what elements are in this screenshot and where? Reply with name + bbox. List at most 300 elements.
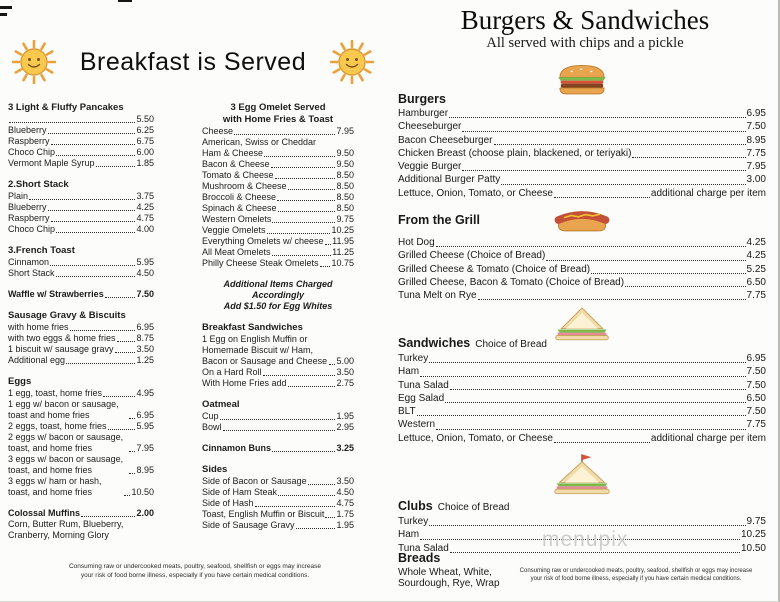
dotted-leader xyxy=(278,211,336,212)
burger-icon xyxy=(554,62,610,99)
menu-item xyxy=(398,263,766,276)
section-subheading: Choice of Bread xyxy=(475,339,547,350)
item-price: 4.00 xyxy=(136,224,154,234)
dotted-leader xyxy=(124,495,130,496)
dotted-leader xyxy=(255,506,336,507)
menu-item xyxy=(202,258,354,269)
dotted-leader xyxy=(277,200,335,201)
item-name: Cinnamon xyxy=(8,257,50,267)
menu-item xyxy=(202,498,354,509)
menu-item xyxy=(202,378,354,389)
item-price: 11.25 xyxy=(332,247,354,257)
menu-item xyxy=(8,191,154,202)
item-price: 10.50 xyxy=(740,542,766,554)
item-name: Cup xyxy=(202,411,219,421)
item-name: Additional egg xyxy=(8,355,66,365)
dotted-leader xyxy=(436,429,745,430)
menu-item xyxy=(398,392,766,405)
dotted-leader xyxy=(449,117,746,118)
item-price: 3.50 xyxy=(336,476,354,486)
item-price: 6.50 xyxy=(746,276,766,288)
dotted-leader xyxy=(462,170,745,171)
item-price: 6.25 xyxy=(136,125,154,135)
item-name: Colossal Muffins xyxy=(8,508,81,518)
item-name: Tuna Melt on Rye xyxy=(398,290,477,302)
item-price: 2.95 xyxy=(336,422,354,432)
section-heading-text: Breads xyxy=(398,551,441,565)
dotted-leader xyxy=(70,330,136,331)
item-price: 8.75 xyxy=(136,333,154,343)
dotted-leader xyxy=(625,286,745,287)
menu-section-burgers xyxy=(398,62,766,200)
dotted-leader xyxy=(271,167,336,168)
menu-item xyxy=(398,107,766,120)
menu-item xyxy=(398,134,766,147)
section-heading xyxy=(202,464,354,476)
item-price: 3.75 xyxy=(136,191,154,201)
item-name: Egg Salad xyxy=(398,392,445,404)
section-heading-text: Sausage Gravy & Biscuits xyxy=(8,310,126,321)
dotted-leader xyxy=(81,516,135,517)
item-price: 6.95 xyxy=(136,322,154,332)
section-heading-text: Burgers xyxy=(398,92,446,106)
menu-item xyxy=(398,173,766,186)
left-page-footer xyxy=(14,563,376,580)
dotted-leader xyxy=(420,376,745,377)
dotted-leader xyxy=(429,525,745,526)
dotted-leader xyxy=(325,244,332,245)
section-heading: with Home Fries & Toast xyxy=(222,114,334,125)
menu-item xyxy=(8,432,154,454)
dotted-leader xyxy=(308,484,336,485)
item-price: 5.00 xyxy=(336,356,354,366)
menu-item xyxy=(202,192,354,203)
menu-item xyxy=(202,170,354,181)
dotted-leader xyxy=(267,233,331,234)
section-heading xyxy=(398,499,766,515)
section-heading xyxy=(202,322,354,334)
item-name: Cinnamon Buns xyxy=(202,443,271,453)
item-name: 3 eggs w/ bacon or sausage, toast, and home fries xyxy=(8,454,124,475)
item-price: 8.50 xyxy=(336,192,354,202)
item-name: Ham xyxy=(398,366,420,378)
section-heading-text: From the Grill xyxy=(398,213,480,227)
dotted-leader xyxy=(129,418,135,419)
item-price: 4.75 xyxy=(336,498,354,508)
dotted-leader xyxy=(632,157,745,158)
menu-item xyxy=(202,148,354,159)
dotted-leader xyxy=(272,222,335,223)
item-price: 10.25 xyxy=(331,225,354,235)
watermark: menupix xyxy=(542,528,629,551)
menu-item xyxy=(202,334,354,367)
section-note: Whole Wheat, White, xyxy=(398,567,492,578)
section-heading-text: Breakfast Sandwiches xyxy=(202,322,303,333)
item-name: Veggie Burger xyxy=(398,161,462,173)
item-name: Vermont Maple Syrup xyxy=(8,158,95,168)
dotted-leader xyxy=(129,451,135,452)
dotted-leader xyxy=(29,199,135,200)
dotted-leader xyxy=(420,539,740,540)
item-price: 6.75 xyxy=(136,136,154,146)
item-price: 7.50 xyxy=(136,289,154,299)
menu-item xyxy=(398,187,766,200)
footer-line: your risk of food borne illness, especially if you have certain medical conditions. xyxy=(80,571,310,579)
item-name: 1 biscuit w/ sausage gravy xyxy=(8,344,114,354)
item-price: 2.75 xyxy=(336,378,354,388)
item-price: 4.25 xyxy=(746,250,766,262)
item-price: 10.75 xyxy=(331,258,354,268)
menu-item xyxy=(8,136,154,147)
item-name: 2 eggs w/ bacon or sausage, toast, and home fries xyxy=(8,432,124,453)
item-price: 8.95 xyxy=(746,134,766,146)
menu-section-omelet-note xyxy=(202,279,354,312)
menu-item xyxy=(202,225,354,236)
item-name: Veggie Omelets xyxy=(202,225,266,235)
item-price: 4.50 xyxy=(336,487,354,497)
item-price: 1.95 xyxy=(336,520,354,530)
menu-item xyxy=(398,515,766,528)
menu-item xyxy=(398,276,766,289)
menu-item xyxy=(8,147,154,158)
dotted-leader xyxy=(445,402,745,403)
item-price: 9.75 xyxy=(336,214,354,224)
menu-item xyxy=(8,508,154,519)
item-name: Broccoli & Cheese xyxy=(202,192,277,202)
menu-section-cinnamon-buns xyxy=(202,443,354,454)
menu-item xyxy=(8,322,154,333)
section-heading xyxy=(8,310,154,322)
dotted-leader xyxy=(272,451,335,452)
item-price: 6.50 xyxy=(746,392,766,404)
item-price: 4.25 xyxy=(136,202,154,212)
dotted-leader xyxy=(325,517,335,518)
item-price: 1.85 xyxy=(136,158,154,168)
menu-item xyxy=(202,203,354,214)
item-name: Side of Hash xyxy=(202,498,254,508)
menu-item xyxy=(8,114,154,125)
item-price: 9.50 xyxy=(336,148,354,158)
dotted-leader xyxy=(115,352,136,353)
section-heading xyxy=(202,399,354,411)
dotted-leader xyxy=(288,386,336,387)
dotted-leader xyxy=(48,133,136,134)
item-name: 1 egg w/ bacon or sausage, toast and home fries xyxy=(8,399,119,420)
item-price: 10.25 xyxy=(740,529,766,541)
item-price: 5.95 xyxy=(136,421,154,431)
breakfast-column-2 xyxy=(202,102,354,541)
item-price: 1.75 xyxy=(336,509,354,519)
menu-item xyxy=(202,247,354,258)
menu-item xyxy=(202,443,354,454)
item-name: Choco Chip xyxy=(8,224,56,234)
section-heading-text: Oatmeal xyxy=(202,399,240,410)
sandwich-icon xyxy=(552,302,612,345)
item-price: 7.50 xyxy=(746,121,766,133)
item-name: Cheeseburger xyxy=(398,121,462,133)
menu-section-sausage-gravy-biscuits xyxy=(8,310,154,366)
dotted-leader xyxy=(554,442,650,443)
dotted-leader xyxy=(234,134,335,135)
menu-section-sandwiches xyxy=(398,300,766,445)
dotted-leader xyxy=(9,122,135,123)
item-price: 6.95 xyxy=(136,410,154,420)
item-name: Everything Omelets w/ cheese xyxy=(202,236,324,246)
item-name: Lettuce, Onion, Tomato, or Cheese xyxy=(398,432,553,444)
dotted-leader xyxy=(278,495,335,496)
item-name: Turkey xyxy=(398,516,429,527)
item-name: Blueberry xyxy=(8,125,47,135)
item-name: with home fries xyxy=(8,322,69,332)
menu-item xyxy=(202,476,354,487)
item-name: All Meat Omelets xyxy=(202,247,271,257)
section-heading xyxy=(8,179,154,191)
item-price: 7.75 xyxy=(746,419,766,431)
item-price: 10.50 xyxy=(131,487,154,497)
menu-item xyxy=(202,411,354,422)
item-name: Side of Sausage Gravy xyxy=(202,520,295,530)
item-name: Bacon Cheeseburger xyxy=(398,134,493,146)
section-heading-text: 3 Light & Fluffy Pancakes xyxy=(8,102,124,113)
menu-section-grill xyxy=(398,205,766,302)
footer-line: Consuming raw or undercooked meats, poultry, seafood, shellfish or eggs may increase xyxy=(519,568,753,574)
menu-section-clubs xyxy=(398,448,766,555)
menu-item xyxy=(8,257,154,268)
menu-item xyxy=(8,388,154,399)
burgers-page-subtitle: All served with chips and a pickle xyxy=(486,35,684,51)
dotted-leader xyxy=(494,144,746,145)
item-price: 5.25 xyxy=(746,263,766,275)
section-heading-text: 3.French Toast xyxy=(8,245,75,256)
menu-item xyxy=(8,202,154,213)
dotted-leader xyxy=(501,184,745,185)
item-name: Waffle w/ Strawberries xyxy=(8,289,104,299)
menu-section-2-short-stack xyxy=(8,179,154,235)
item-name: Lettuce, Onion, Tomato, or Cheese xyxy=(398,187,553,199)
item-price: 7.75 xyxy=(746,290,766,302)
breakfast-title: Breakfast is Served xyxy=(79,47,307,76)
menu-item xyxy=(8,158,154,169)
section-note: Add $1.50 for Egg Whites xyxy=(223,301,333,311)
section-heading-text: Sandwiches xyxy=(398,336,471,350)
menu-item xyxy=(202,422,354,433)
item-name: Side of Ham Steak xyxy=(202,487,278,497)
dotted-leader xyxy=(223,430,336,431)
item-price: 4.25 xyxy=(746,237,766,248)
menu-item xyxy=(398,405,766,418)
menu-item xyxy=(8,476,154,498)
item-name: Hamburger xyxy=(398,108,449,119)
item-name: Toast, English Muffin or Biscuit xyxy=(202,509,325,519)
menu-section-3-french-toast xyxy=(8,245,154,279)
item-price: 8.95 xyxy=(136,465,154,475)
item-name: Western xyxy=(398,419,436,431)
dotted-leader xyxy=(96,166,136,167)
item-price: 1.95 xyxy=(336,411,354,421)
item-price: 3.50 xyxy=(336,367,354,377)
footer-line: your risk of food borne illness, especially if you have certain medical conditions. xyxy=(530,576,742,582)
hotdog-icon xyxy=(553,205,611,238)
breakfast-header xyxy=(12,38,374,86)
item-name: Raspberry xyxy=(8,136,50,146)
dotted-leader xyxy=(436,246,746,247)
menu-item xyxy=(398,249,766,262)
dotted-leader xyxy=(51,144,136,145)
item-price: 9.50 xyxy=(336,159,354,169)
item-name: Mushroom & Cheese xyxy=(202,181,287,191)
dotted-leader xyxy=(546,260,745,261)
item-price: 4.50 xyxy=(136,268,154,278)
item-name: Tuna Salad xyxy=(398,379,449,391)
item-name: Bowl xyxy=(202,422,222,432)
dotted-leader xyxy=(108,429,136,430)
item-price: 11.95 xyxy=(332,236,354,246)
menu-section-eggs xyxy=(8,376,154,498)
menu-item xyxy=(8,454,154,476)
item-name: BLT xyxy=(398,406,416,418)
dotted-leader xyxy=(554,197,650,198)
item-name: Ham & Cheese xyxy=(202,148,264,158)
item-price: 8.50 xyxy=(336,203,354,213)
menu-item xyxy=(202,214,354,225)
dotted-leader xyxy=(263,375,336,376)
section-note: Additional Items Charged Accordingly xyxy=(223,279,333,300)
dotted-leader xyxy=(591,273,745,274)
dotted-leader xyxy=(56,155,135,156)
item-name: Bacon & Cheese xyxy=(202,159,270,169)
item-price: 6.00 xyxy=(136,147,154,157)
item-price: 6.95 xyxy=(746,353,766,364)
menu-item xyxy=(8,125,154,136)
dotted-leader xyxy=(56,276,136,277)
menu-item xyxy=(398,365,766,378)
item-price: 7.75 xyxy=(746,147,766,159)
item-price: 2.00 xyxy=(136,508,154,518)
item-price: 1.25 xyxy=(136,355,154,365)
item-price: 7.95 xyxy=(136,443,154,453)
section-heading xyxy=(398,551,766,566)
menu-item xyxy=(398,379,766,392)
item-name: Choco Chip xyxy=(8,147,56,157)
item-price: 9.75 xyxy=(746,516,766,527)
menu-item xyxy=(202,509,354,520)
menu-section-note xyxy=(202,102,354,269)
item-price: 4.95 xyxy=(136,388,154,398)
dotted-leader xyxy=(220,419,336,420)
menu-section-oatmeal xyxy=(202,399,354,433)
dotted-leader xyxy=(450,389,746,390)
burgers-page xyxy=(390,0,780,602)
item-name: Tomato & Cheese xyxy=(202,170,274,180)
item-name: Plain xyxy=(8,191,29,201)
item-price: 7.95 xyxy=(336,126,354,136)
menu-item xyxy=(398,528,766,541)
menu-section-waffle-w-strawberries xyxy=(8,289,154,300)
item-name: With Home Fries add xyxy=(202,378,287,388)
item-price: additional charge per item xyxy=(650,432,766,444)
menu-item xyxy=(8,289,154,300)
sun-icon xyxy=(330,40,374,84)
dotted-leader xyxy=(272,255,332,256)
item-name: Blueberry xyxy=(8,202,47,212)
dotted-leader xyxy=(50,265,135,266)
item-name: Western Omelets xyxy=(202,214,272,224)
dotted-leader xyxy=(288,189,336,190)
menu-section-breakfast-sandwiches xyxy=(202,322,354,389)
item-price: 4.75 xyxy=(136,213,154,223)
menu-item xyxy=(398,120,766,133)
section-heading-text: Sides xyxy=(202,464,228,475)
item-name: On a Hard Roll xyxy=(202,367,262,377)
item-name: 2 eggs, toast, home fries xyxy=(8,421,107,431)
item-name: Raspberry xyxy=(8,213,50,223)
dotted-leader xyxy=(417,415,746,416)
item-name: Cheese xyxy=(202,126,234,136)
dotted-leader xyxy=(462,131,745,132)
menu-item xyxy=(398,418,766,431)
dotted-leader xyxy=(275,178,336,179)
menu-item xyxy=(398,432,766,445)
menu-item xyxy=(398,147,766,160)
section-heading xyxy=(8,245,154,257)
menu-item xyxy=(202,520,354,531)
burgers-page-title: Burgers & Sandwiches xyxy=(460,5,710,35)
section-heading-text: Clubs xyxy=(398,499,433,513)
menu-item xyxy=(202,487,354,498)
section-note: Corn, Butter Rum, Blueberry, Cranberry, Morning Glory xyxy=(8,519,124,540)
item-price: 8.50 xyxy=(336,181,354,191)
menu-item xyxy=(202,126,354,137)
dotted-leader xyxy=(117,341,136,342)
menu-item xyxy=(398,352,766,365)
section-heading-text: Eggs xyxy=(8,376,32,387)
item-price: 7.50 xyxy=(746,366,766,378)
dotted-leader xyxy=(66,363,135,364)
footer-line: Consuming raw or undercooked meats, poultry, seafood, shellfish or eggs may increase xyxy=(68,563,322,570)
dotted-leader xyxy=(429,362,745,363)
item-name: Grilled Cheese, Bacon & Tomato (Choice of Bread) xyxy=(398,276,625,288)
dotted-leader xyxy=(264,156,335,157)
item-price: 5.95 xyxy=(136,257,154,267)
dotted-leader xyxy=(51,221,136,222)
item-price: 6.95 xyxy=(746,108,766,119)
item-name: Hot Dog xyxy=(398,237,435,248)
section-subheading: Choice of Bread xyxy=(437,502,510,513)
item-price: 3.25 xyxy=(336,443,354,453)
section-heading xyxy=(8,102,154,114)
item-name: Additional Burger Patty xyxy=(398,174,501,186)
item-price: 7.50 xyxy=(746,406,766,418)
menu-item xyxy=(8,355,154,366)
item-price: 7.50 xyxy=(746,379,766,391)
item-price: 7.95 xyxy=(746,161,766,173)
section-heading-text: 2.Short Stack xyxy=(8,179,69,190)
club-icon xyxy=(552,452,612,499)
dotted-leader xyxy=(105,297,136,298)
item-name: with two eggs & home fries xyxy=(8,333,116,343)
item-name: Side of Bacon or Sausage xyxy=(202,476,307,486)
menu-section-colossal-muffins xyxy=(8,508,154,541)
menu-item xyxy=(398,160,766,173)
item-name: Turkey xyxy=(398,353,429,364)
item-name: Tuna Salad xyxy=(398,542,449,554)
item-price: 3.00 xyxy=(746,174,766,186)
menu-item xyxy=(8,213,154,224)
menu-item xyxy=(8,333,154,344)
item-price: 8.50 xyxy=(336,170,354,180)
menu-item xyxy=(8,421,154,432)
item-price: 3.50 xyxy=(136,344,154,354)
